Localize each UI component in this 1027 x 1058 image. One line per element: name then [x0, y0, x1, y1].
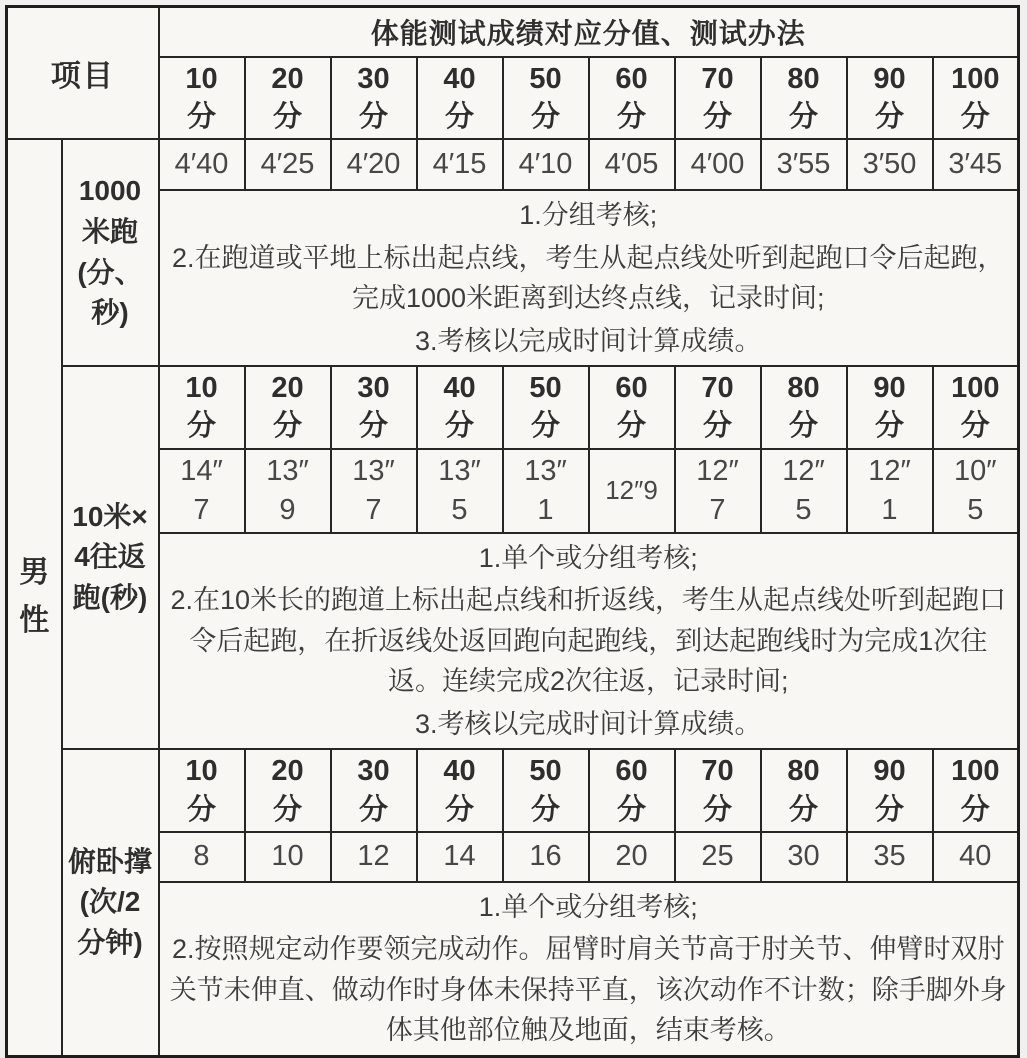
score-points: 90: [873, 372, 906, 405]
value-cell: 3′55: [761, 139, 847, 190]
score-unit: 分: [444, 410, 474, 443]
method-step: 1.单个或分组考核;: [478, 542, 698, 573]
score-unit: 分: [874, 100, 904, 133]
value-cell: 4′00: [675, 139, 761, 190]
score-header-cell: [159, 57, 245, 140]
score-unit: 分: [358, 793, 388, 826]
gender-label: 男性: [7, 139, 62, 1056]
score-header-cell: [503, 749, 589, 832]
score-points: 10: [185, 372, 218, 405]
score-unit: 分: [788, 410, 818, 443]
score-unit: 分: [960, 793, 990, 826]
score-points: 30: [357, 372, 390, 405]
value-cell: 4′10: [503, 139, 589, 190]
score-header-cell: [675, 749, 761, 832]
score-header-cell: [245, 57, 331, 140]
score-header-cell: [417, 57, 503, 140]
score-header-cell: [589, 749, 675, 832]
value-text: 13″9: [266, 454, 309, 526]
value-cell: [417, 449, 503, 533]
score-points: 20: [271, 62, 304, 95]
method-step: 2.在跑道或平地上标出起点线，考生从起点线处听到起跑口令后起跑，完成1000米距离到达终点线，记录时间;: [172, 242, 1005, 314]
score-unit: 分: [960, 100, 990, 133]
score-points: 30: [357, 755, 390, 788]
value-cell: 35: [847, 832, 933, 882]
score-points: 100: [951, 62, 1000, 95]
value-text: 13″7: [352, 454, 395, 526]
score-header-cell: [331, 57, 417, 140]
value-cell: [159, 449, 245, 533]
score-header-cell: [417, 366, 503, 449]
value-text: 12″7: [696, 454, 739, 526]
value-cell: 12″9: [589, 449, 675, 533]
score-points: 40: [443, 755, 476, 788]
score-unit: 分: [272, 100, 302, 133]
score-header-cell: [331, 366, 417, 449]
score-unit: 分: [960, 410, 990, 443]
value-text: 10″5: [954, 454, 997, 526]
score-points: 100: [951, 372, 1000, 405]
score-header-cell: [159, 366, 245, 449]
method-cell-1000m-run: [159, 190, 1019, 366]
score-header-cell: [159, 749, 245, 832]
value-cell: [245, 449, 331, 533]
value-text: 13″5: [438, 454, 481, 526]
score-header-cell: [761, 366, 847, 449]
score-unit: 分: [702, 100, 732, 133]
score-unit: 分: [788, 793, 818, 826]
score-header-cell: [847, 749, 933, 832]
score-header-cell: [589, 366, 675, 449]
score-unit: 分: [186, 410, 216, 443]
score-header-cell: [417, 749, 503, 832]
method-step: 3.考核以完成时间计算成绩。: [415, 708, 762, 739]
score-unit: 分: [186, 793, 216, 826]
value-cell: 25: [675, 832, 761, 882]
value-cell: 10: [245, 832, 331, 882]
fitness-score-table: [5, 5, 1020, 1058]
score-unit: 分: [616, 100, 646, 133]
score-header-cell: [589, 57, 675, 140]
score-unit: 分: [702, 793, 732, 826]
value-cell: 16: [503, 832, 589, 882]
score-points: 30: [357, 62, 390, 95]
score-header-cell: [933, 749, 1019, 832]
table-title: 体能测试成绩对应分值、测试办法: [159, 7, 1019, 57]
score-points: 20: [271, 372, 304, 405]
value-cell: 3′50: [847, 139, 933, 190]
method-step: 2.在10米长的跑道上标出起点线和折返线，考生从起点线处听到起跑口令后起跑，在折返线处返回跑向起跑线，到达起跑线时为完成1次往返。连续完成2次往返，记录时间;: [170, 585, 1007, 697]
score-unit: 分: [530, 100, 560, 133]
value-cell: 4′05: [589, 139, 675, 190]
value-cell: [761, 449, 847, 533]
value-cell: 8: [159, 832, 245, 882]
value-cell: 30: [761, 832, 847, 882]
value-cell: [933, 449, 1019, 533]
score-points: 60: [615, 62, 648, 95]
value-cell: 3′45: [933, 139, 1019, 190]
method-step: 1.分组考核;: [519, 200, 658, 231]
score-points: 70: [701, 372, 734, 405]
value-text: 13″1: [524, 454, 567, 526]
score-unit: 分: [874, 410, 904, 443]
score-points: 70: [701, 755, 734, 788]
value-cell: [331, 449, 417, 533]
value-cell: 4′25: [245, 139, 331, 190]
value-cell: 4′20: [331, 139, 417, 190]
score-points: 50: [529, 62, 562, 95]
score-points: 90: [873, 62, 906, 95]
score-points: 50: [529, 755, 562, 788]
value-cell: 40: [933, 832, 1019, 882]
value-cell: 20: [589, 832, 675, 882]
score-header-cell: [761, 57, 847, 140]
score-header-cell: [675, 57, 761, 140]
method-cell-push-up: [159, 882, 1019, 1057]
value-cell: [847, 449, 933, 533]
score-unit: 分: [530, 793, 560, 826]
score-unit: 分: [358, 100, 388, 133]
score-points: 100: [951, 755, 1000, 788]
score-unit: 分: [358, 410, 388, 443]
score-points: 40: [443, 372, 476, 405]
value-text: 14″7: [180, 454, 223, 526]
method-step: 1.单个或分组考核;: [478, 891, 698, 922]
score-unit: 分: [444, 100, 474, 133]
score-unit: 分: [530, 410, 560, 443]
method-step: 2.按照规定动作要领完成动作。屈臂时肩关节高于肘关节、伸臂时双肘关节未伸直、做动作时身体未保持平直，该次动作不计数；除手脚外身体其他部位触及地面，结束考核。: [169, 934, 1007, 1046]
score-points: 20: [271, 755, 304, 788]
score-unit: 分: [874, 793, 904, 826]
score-header-cell: [503, 366, 589, 449]
score-unit: 分: [444, 793, 474, 826]
value-cell: [503, 449, 589, 533]
item-label-1000m-run: 1000米跑(分、秒): [62, 139, 159, 366]
score-header-cell: [847, 57, 933, 140]
score-unit: 分: [702, 410, 732, 443]
score-points: 80: [787, 372, 820, 405]
score-header-cell: [847, 366, 933, 449]
value-cell: 4′40: [159, 139, 245, 190]
score-header-cell: [503, 57, 589, 140]
score-points: 60: [615, 755, 648, 788]
score-unit: 分: [186, 100, 216, 133]
value-cell: 4′15: [417, 139, 503, 190]
item-label-shuttle-run: 10米×4往返跑(秒): [62, 366, 159, 749]
score-points: 50: [529, 372, 562, 405]
score-header-cell: [933, 57, 1019, 140]
score-points: 60: [615, 372, 648, 405]
project-header: 项目: [7, 7, 159, 140]
value-cell: [675, 449, 761, 533]
score-header-cell: [761, 749, 847, 832]
score-points: 80: [787, 62, 820, 95]
value-cell: 12: [331, 832, 417, 882]
method-step: 3.考核以完成时间计算成绩。: [415, 325, 762, 356]
value-text: 12″5: [782, 454, 825, 526]
score-unit: 分: [616, 793, 646, 826]
score-points: 70: [701, 62, 734, 95]
score-unit: 分: [272, 793, 302, 826]
score-header-cell: [675, 366, 761, 449]
score-unit: 分: [616, 410, 646, 443]
score-points: 10: [185, 755, 218, 788]
score-unit: 分: [788, 100, 818, 133]
score-points: 90: [873, 755, 906, 788]
item-label-push-up: 俯卧撑(次/2分钟): [62, 749, 159, 1056]
score-header-cell: [245, 366, 331, 449]
value-text: 12″1: [868, 454, 911, 526]
score-unit: 分: [272, 410, 302, 443]
method-cell-shuttle-run: [159, 533, 1019, 750]
score-header-cell: [331, 749, 417, 832]
score-header-cell: [933, 366, 1019, 449]
value-cell: 14: [417, 832, 503, 882]
score-points: 40: [443, 62, 476, 95]
score-points: 10: [185, 62, 218, 95]
score-points: 80: [787, 755, 820, 788]
score-header-cell: [245, 749, 331, 832]
